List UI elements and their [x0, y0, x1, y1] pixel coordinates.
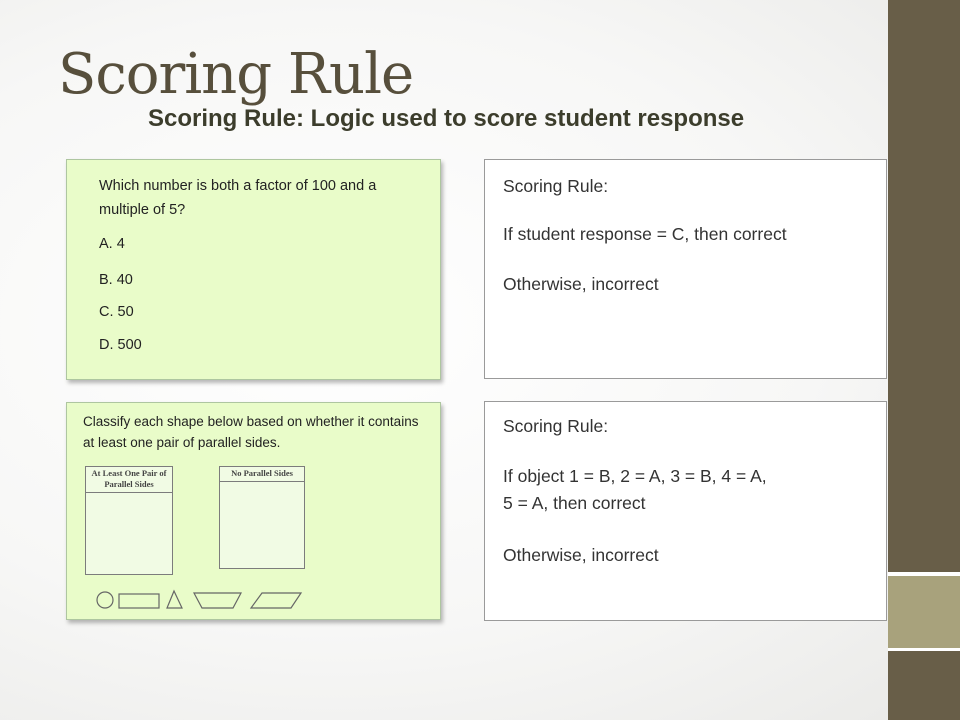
triangle-icon[interactable] — [167, 591, 182, 608]
option-d[interactable]: D. 500 — [99, 337, 142, 353]
slide-title: Scoring Rule — [58, 42, 414, 107]
circle-icon[interactable] — [97, 592, 113, 608]
scoring-rule-box-2 — [484, 401, 887, 621]
side-accent-band — [888, 576, 960, 648]
option-c[interactable]: C. 50 — [99, 304, 134, 320]
rectangle-icon[interactable] — [119, 594, 159, 608]
rule-condition: If student response = C, then correct — [503, 224, 787, 244]
shape-tray — [95, 587, 305, 615]
item-box-classification — [66, 402, 441, 620]
parallelogram-icon[interactable] — [251, 593, 301, 608]
scoring-rule-box-1 — [484, 159, 887, 379]
option-b[interactable]: B. 40 — [99, 272, 133, 288]
rule-condition-line-2: 5 = A, then correct — [503, 493, 646, 513]
rule-heading: Scoring Rule: — [503, 176, 609, 196]
bin-label-parallel: At Least One Pair of Parallel Sides — [86, 467, 172, 493]
bin-no-parallel-sides[interactable] — [219, 466, 305, 569]
bin-label-no-parallel: No Parallel Sides — [220, 467, 304, 482]
question-text: Which number is both a factor of 100 and a multiple of 5? — [99, 178, 377, 218]
bin-parallel-sides[interactable] — [85, 466, 173, 575]
rule-otherwise: Otherwise, incorrect — [503, 274, 659, 294]
trapezoid-icon[interactable] — [194, 593, 241, 608]
side-divider-bottom — [888, 648, 960, 651]
rule-condition-line-1: If object 1 = B, 2 = A, 3 = B, 4 = A, — [503, 466, 767, 486]
option-a[interactable]: A. 4 — [99, 236, 125, 252]
rule-heading: Scoring Rule: — [503, 416, 609, 436]
rule-otherwise: Otherwise, incorrect — [503, 545, 659, 565]
classification-prompt: Classify each shape below based on whether it contains at least one pair of parallel sides. — [83, 414, 419, 450]
slide-subtitle: Scoring Rule: Logic used to score student response — [148, 105, 745, 132]
item-box-multiple-choice — [66, 159, 441, 380]
